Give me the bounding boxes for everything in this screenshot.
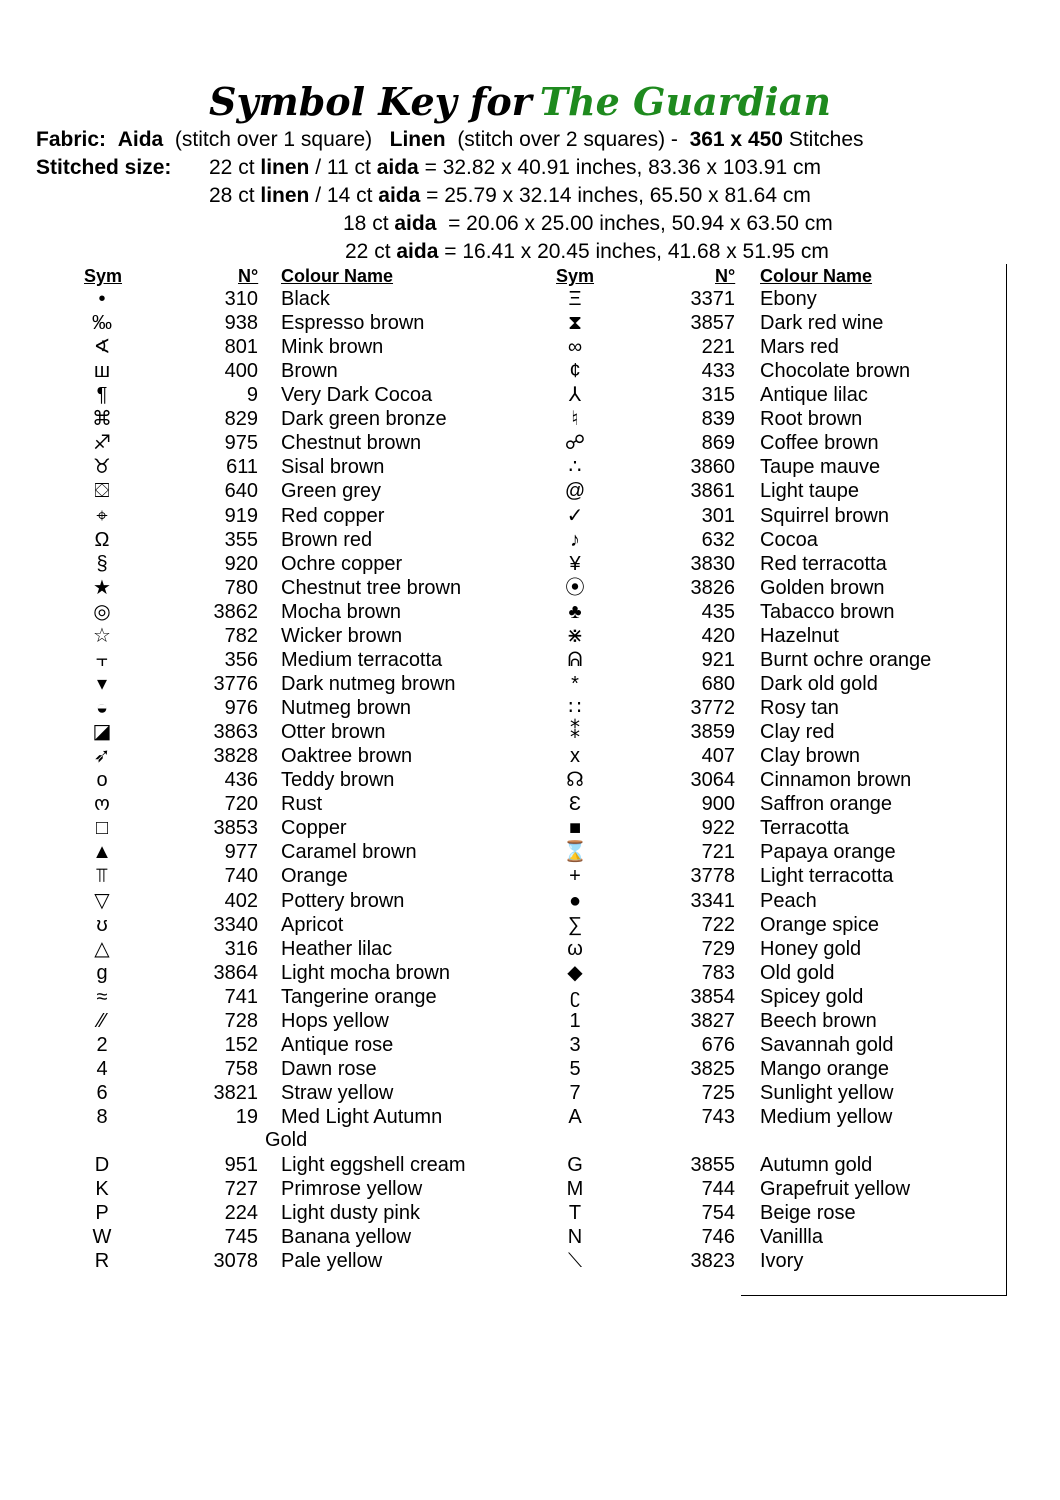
colour-name-cell: Clay brown: [760, 745, 861, 768]
colour-number-cell: 435: [701, 600, 735, 623]
colour-name-cell: Red terracotta: [760, 552, 887, 575]
symbol-cell: ♮: [571, 408, 579, 431]
colour-number-cell: 3828: [213, 745, 258, 768]
colour-name-cell: Pottery brown: [281, 889, 405, 912]
colour-number-cell: 316: [224, 937, 258, 960]
colour-number-cell: 754: [701, 1202, 735, 1225]
colour-name-cell: Light dusty pink: [281, 1202, 420, 1225]
symbol-cell: ✓: [566, 504, 584, 527]
symbol-cell: ⧗: [567, 312, 583, 335]
symbol-cell: ♪: [570, 528, 580, 551]
colour-number-cell: 801: [224, 336, 258, 359]
colour-name-cell: Dark nutmeg brown: [281, 672, 456, 695]
colour-name-cell: Ochre copper: [281, 552, 403, 575]
colour-number-cell: 152: [224, 1033, 258, 1056]
colour-number-cell: 977: [224, 841, 258, 864]
fabric-label: Fabric:: [36, 128, 107, 151]
colour-number-cell: 9: [246, 384, 258, 407]
symbol-cell: ◎: [93, 600, 111, 623]
colour-name-cell: Black: [281, 288, 330, 310]
fabric-aida-note: (stitch over 1 square): [174, 128, 373, 151]
colour-number-cell: 221: [701, 336, 735, 359]
colour-number-cell: 676: [701, 1033, 735, 1056]
symbol-cell: *: [571, 672, 579, 695]
header-sym-right: Sym: [556, 266, 595, 286]
colour-number-cell: 3860: [690, 456, 735, 479]
colour-name-cell: Ebony: [760, 288, 817, 310]
symbol-cell: ∑: [567, 913, 583, 936]
colour-name-cell: Banana yellow: [281, 1226, 412, 1249]
colour-name-cell: Light terracotta: [760, 865, 894, 888]
symbol-cell: 5: [569, 1057, 581, 1080]
colour-number-cell: 3855: [690, 1154, 735, 1176]
colour-name-cell: Saffron orange: [760, 793, 892, 816]
colour-name-cell: Antique lilac: [760, 384, 868, 407]
colour-name-cell: Clay red: [760, 721, 835, 744]
colour-name-cell: Tangerine orange: [281, 985, 437, 1008]
colour-name-cell: Light eggshell cream: [281, 1154, 466, 1176]
symbol-cell: ⫟: [95, 648, 109, 671]
colour-name-cell: Dawn rose: [281, 1057, 377, 1080]
colour-name-cell: Apricot: [281, 913, 344, 936]
stitched-size-line: 22 ct aida = 16.41 x 20.45 inches, 41.68 x 51.95 cm: [345, 240, 829, 263]
symbol-cell: ∢: [93, 336, 111, 359]
symbol-cell: M: [566, 1178, 584, 1201]
colour-name-cell: Cocoa: [760, 528, 818, 551]
symbol-cell: ⫪: [96, 865, 108, 888]
stitched-size-label: Stitched size:: [36, 156, 172, 179]
symbol-cell: ⅄: [568, 384, 582, 407]
symbol-cell: ☊: [566, 769, 584, 792]
colour-number-cell: 3823: [690, 1250, 735, 1273]
colour-name-cell: Squirrel brown: [760, 504, 889, 527]
colour-number-cell: 3862: [213, 600, 258, 623]
symbol-cell: G: [567, 1154, 583, 1176]
colour-number-cell: 436: [224, 769, 258, 792]
symbol-cell: ∷: [568, 697, 582, 720]
colour-number-cell: 839: [701, 408, 735, 431]
colour-number-cell: 224: [224, 1202, 258, 1225]
colour-number-cell: 922: [701, 817, 735, 840]
title-pattern-name: The Guardian: [539, 79, 831, 124]
colour-number-cell: 780: [224, 576, 258, 599]
colour-number-cell: 3861: [690, 480, 735, 503]
colour-name-cell: Light taupe: [760, 480, 859, 503]
symbol-cell: ¥: [569, 552, 581, 575]
symbol-cell: ⛋: [94, 480, 110, 503]
colour-number-cell: 3825: [690, 1057, 735, 1080]
colour-name-cell: Sisal brown: [281, 456, 385, 479]
colour-name-cell: Rust: [281, 793, 323, 816]
symbol-cell: ▽: [94, 889, 110, 912]
colour-number-cell: 921: [701, 648, 735, 671]
colour-name-cell: Autumn gold: [760, 1154, 873, 1176]
header-num-left: N°: [238, 266, 259, 286]
symbol-cell: P: [95, 1202, 109, 1225]
symbol-cell: ☍: [564, 432, 586, 455]
symbol-cell: §: [96, 552, 108, 575]
symbol-cell: 8: [96, 1106, 108, 1129]
colour-number-cell: 869: [701, 432, 735, 455]
symbol-cell: ♐: [93, 432, 111, 455]
colour-number-cell: 721: [701, 841, 735, 864]
symbol-cell: ▾: [96, 672, 108, 695]
stitched-size-line: 22 ct linen / 11 ct aida = 32.82 x 40.91 inches, 83.36 x 103.91 cm: [209, 156, 821, 179]
symbol-cell: Ɛ: [568, 793, 582, 816]
symbol-cell: W: [92, 1226, 112, 1249]
colour-name-cell: Orange spice: [760, 913, 879, 936]
colour-name-cell: Straw yellow: [281, 1081, 394, 1104]
colour-name-cell: Tabacco brown: [760, 600, 895, 623]
colour-name-cell: Root brown: [760, 408, 863, 431]
symbol-cell: ᕱ: [567, 648, 583, 671]
colour-name-cell: Honey gold: [760, 937, 862, 960]
colour-name-cell: Otter brown: [281, 721, 386, 744]
symbol-cell: 6: [96, 1081, 108, 1104]
symbol-cell: ◪: [92, 721, 112, 744]
fabric-linen-note: (stitch over 2 squares) -: [457, 128, 678, 151]
colour-number-cell: 3859: [690, 721, 735, 744]
symbol-cell: ⌛: [562, 841, 588, 864]
colour-number-cell: 3853: [213, 817, 258, 840]
symbol-cell: ☆: [93, 624, 111, 647]
header-num-right: N°: [715, 266, 736, 286]
fabric-aida: Aida: [117, 128, 164, 151]
symbol-cell: ‰: [92, 312, 112, 335]
symbol-cell: g: [96, 961, 108, 984]
colour-name-cell: Chestnut tree brown: [281, 576, 462, 599]
colour-number-cell: 900: [701, 793, 735, 816]
colour-name-cell: Brown: [281, 360, 338, 383]
colour-number-cell: 356: [224, 648, 258, 671]
colour-name-cell: Papaya orange: [760, 841, 896, 864]
colour-number-cell: 3826: [690, 576, 735, 599]
stitch-count: 361 x 450: [689, 128, 783, 151]
title-prefix: Symbol Key for: [209, 79, 532, 124]
colour-name-cell: Teddy brown: [281, 769, 395, 792]
colour-number-cell: 3340: [213, 913, 258, 936]
colour-number-cell: 722: [701, 913, 735, 936]
colour-number-cell: 740: [224, 865, 258, 888]
colour-number-cell: 727: [224, 1178, 258, 1201]
symbol-cell: ★: [93, 576, 111, 599]
colour-number-cell: 746: [701, 1226, 735, 1249]
colour-name-cell: Dark red wine: [760, 312, 884, 335]
colour-number-cell: 743: [701, 1106, 735, 1129]
header-name-right: Colour Name: [760, 266, 873, 286]
symbol-cell: x: [570, 745, 580, 768]
colour-number-cell: 3772: [690, 697, 735, 720]
colour-name-cell: Wicker brown: [281, 624, 403, 647]
colour-number-cell: 3778: [690, 865, 735, 888]
colour-number-cell: 975: [224, 432, 258, 455]
colour-number-cell: 951: [224, 1154, 258, 1176]
symbol-cell: ⟍: [568, 1250, 582, 1273]
symbol-cell: ■: [568, 817, 582, 840]
stitch-count-unit: Stitches: [788, 128, 864, 151]
colour-number-cell: 3776: [213, 672, 258, 695]
colour-name-cell: Mink brown: [281, 336, 384, 359]
symbol-cell: ♉: [93, 456, 111, 479]
symbol-cell: ▲: [92, 841, 112, 864]
colour-number-cell: 3863: [213, 721, 258, 744]
colour-number-cell: 725: [701, 1081, 735, 1104]
colour-name-cell: Golden brown: [760, 576, 885, 599]
colour-number-cell: 3857: [690, 312, 735, 335]
colour-name-cell: Rosy tan: [760, 697, 839, 720]
colour-number-cell: 783: [701, 961, 735, 984]
colour-name-cell: Mars red: [760, 336, 839, 359]
symbol-cell: ⁄⁄: [98, 1009, 106, 1032]
colour-name-cell: Espresso brown: [281, 312, 425, 335]
colour-number-cell: 3341: [690, 889, 735, 912]
colour-name-cell: Light mocha brown: [281, 961, 450, 984]
colour-name-cell: Medium terracotta: [281, 648, 443, 671]
header-name-left: Colour Name: [281, 266, 394, 286]
colour-name-cell: Spicey gold: [760, 985, 864, 1008]
symbol-cell: ⌖: [96, 504, 108, 527]
symbol-cell: ➶: [93, 745, 111, 768]
colour-name-cell: Burnt ochre orange: [760, 648, 932, 671]
symbol-cell: ო: [94, 793, 110, 816]
colour-number-cell: 3078: [213, 1250, 258, 1273]
colour-name-cell: Taupe mauve: [760, 456, 881, 479]
colour-name-cell: Green grey: [281, 480, 382, 503]
stitched-size-line: 28 ct linen / 14 ct aida = 25.79 x 32.14 inches, 65.50 x 81.64 cm: [209, 184, 811, 207]
colour-name-cell: Peach: [760, 889, 817, 912]
symbol-cell: ◒: [95, 697, 109, 720]
colour-number-cell: 3064: [690, 769, 735, 792]
colour-number-cell: 640: [224, 480, 258, 503]
colour-name-cell: Antique rose: [281, 1033, 394, 1056]
colour-name-cell: Mango orange: [760, 1057, 889, 1080]
colour-number-cell: 728: [224, 1009, 258, 1032]
colour-number-cell: 741: [224, 985, 258, 1008]
colour-number-cell: 758: [224, 1057, 258, 1080]
symbol-cell: ⋇: [566, 624, 584, 647]
symbol-cell: 2: [96, 1033, 108, 1056]
colour-number-cell: 745: [224, 1226, 258, 1249]
colour-name-cell: Primrose yellow: [281, 1178, 423, 1201]
colour-name-cell: Nutmeg brown: [281, 697, 412, 720]
symbol-cell: A: [568, 1106, 582, 1129]
stitched-size-line: 18 ct aida = 20.06 x 25.00 inches, 50.94 x 63.50 cm: [343, 212, 833, 235]
colour-number-cell: 400: [224, 360, 258, 383]
colour-number-cell: 402: [224, 889, 258, 912]
colour-number-cell: 744: [701, 1178, 735, 1201]
colour-number-cell: 3854: [690, 985, 735, 1008]
symbol-cell: ʗ: [570, 985, 580, 1008]
symbol-cell: Ξ: [568, 288, 582, 310]
symbol-cell: ω: [567, 937, 583, 960]
colour-number-cell: 729: [701, 937, 735, 960]
colour-name-cell: Pale yellow: [281, 1250, 383, 1273]
symbol-cell: ∴: [568, 456, 582, 479]
symbol-cell: ¶: [96, 384, 108, 407]
symbol-cell: ∞: [567, 336, 583, 359]
colour-number-cell: 938: [224, 312, 258, 335]
symbol-cell: •: [98, 288, 106, 310]
colour-name-cell: Vanillla: [760, 1226, 823, 1249]
colour-name-cell: Grapefruit yellow: [760, 1178, 911, 1201]
colour-name-cell: Beech brown: [760, 1009, 877, 1032]
table-border-bottom: [741, 1295, 1007, 1296]
symbol-cell: □: [95, 817, 109, 840]
colour-name-cell: Dark green bronze: [281, 408, 447, 431]
colour-name-cell: Oaktree brown: [281, 745, 413, 768]
colour-name-cell: Very Dark Cocoa: [281, 384, 433, 407]
colour-name-cell: Hops yellow: [281, 1009, 389, 1032]
colour-name-cell: Medium yellow: [760, 1106, 893, 1129]
colour-number-cell: 355: [224, 528, 258, 551]
symbol-cell: ⌘: [92, 408, 112, 431]
colour-number-cell: 420: [701, 624, 735, 647]
colour-number-cell: 680: [701, 672, 735, 695]
colour-number-cell: 782: [224, 624, 258, 647]
wrapped-colour-name: Gold: [265, 1129, 308, 1151]
symbol-cell: Ω: [94, 528, 110, 551]
colour-number-cell: 829: [224, 408, 258, 431]
colour-name-cell: Copper: [281, 817, 347, 840]
symbol-cell: ш: [93, 360, 111, 383]
symbol-cell: ⦿: [565, 576, 585, 599]
colour-number-cell: 3821: [213, 1081, 258, 1104]
symbol-cell: 7: [569, 1081, 581, 1104]
colour-name-cell: Red copper: [281, 504, 385, 527]
symbol-cell: ⁑: [570, 721, 580, 744]
symbol-cell: o: [96, 769, 108, 792]
colour-name-cell: Brown red: [281, 528, 373, 551]
colour-number-cell: 3827: [690, 1009, 735, 1032]
colour-number-cell: 611: [226, 456, 258, 479]
symbol-cell: ●: [568, 889, 582, 912]
symbol-cell: 4: [96, 1057, 108, 1080]
colour-number-cell: 720: [224, 793, 258, 816]
symbol-cell: K: [95, 1178, 109, 1201]
symbol-cell: @: [564, 480, 586, 503]
colour-number-cell: 632: [701, 528, 735, 551]
colour-number-cell: 3371: [690, 288, 735, 310]
symbol-cell: 1: [569, 1009, 581, 1032]
symbol-cell: T: [568, 1202, 582, 1225]
symbol-cell: R: [94, 1250, 110, 1273]
colour-number-cell: 3864: [213, 961, 258, 984]
colour-name-cell: Old gold: [760, 961, 835, 984]
colour-name-cell: Terracotta: [760, 817, 849, 840]
symbol-cell: ʊ: [96, 913, 108, 936]
fabric-line: [36, 126, 864, 154]
fabric-linen: Linen: [389, 128, 446, 151]
colour-name-cell: Chestnut brown: [281, 432, 422, 455]
symbol-cell: +: [569, 865, 581, 888]
colour-name-cell: Orange: [281, 865, 348, 888]
symbol-cell: △: [94, 937, 110, 960]
colour-number-cell: 407: [701, 745, 735, 768]
colour-name-cell: Sunlight yellow: [760, 1081, 894, 1104]
symbol-cell: 3: [569, 1033, 581, 1056]
colour-number-cell: 19: [235, 1106, 258, 1129]
colour-number-cell: 315: [701, 384, 735, 407]
colour-number-cell: 919: [224, 504, 258, 527]
colour-name-cell: Med Light Autumn: [281, 1106, 443, 1129]
colour-number-cell: 310: [224, 288, 258, 310]
page-title: [0, 76, 1040, 128]
colour-name-cell: Cinnamon brown: [760, 769, 912, 792]
colour-name-cell: Hazelnut: [760, 624, 839, 647]
colour-number-cell: 301: [701, 504, 735, 527]
symbol-cell: ¢: [569, 360, 581, 383]
colour-name-cell: Dark old gold: [760, 672, 878, 695]
colour-number-cell: 3830: [690, 552, 735, 575]
symbol-cell: N: [567, 1226, 583, 1249]
colour-name-cell: Mocha brown: [281, 600, 402, 623]
colour-name-cell: Beige rose: [760, 1202, 856, 1225]
colour-number-cell: 433: [701, 360, 735, 383]
colour-name-cell: Savannah gold: [760, 1033, 894, 1056]
header-sym-left: Sym: [84, 266, 123, 286]
colour-name-cell: Ivory: [760, 1250, 804, 1273]
symbol-cell: ≈: [96, 985, 108, 1008]
colour-name-cell: Coffee brown: [760, 432, 879, 455]
colour-name-cell: Heather lilac: [281, 937, 393, 960]
colour-number-cell: 920: [224, 552, 258, 575]
symbol-cell: ◆: [567, 961, 583, 984]
symbol-cell: ♣: [568, 600, 582, 623]
colour-number-cell: 976: [224, 697, 258, 720]
colour-name-cell: Caramel brown: [281, 841, 417, 864]
symbol-cell: D: [94, 1154, 110, 1176]
table-border-right: [1006, 264, 1007, 1296]
colour-name-cell: Chocolate brown: [760, 360, 911, 383]
